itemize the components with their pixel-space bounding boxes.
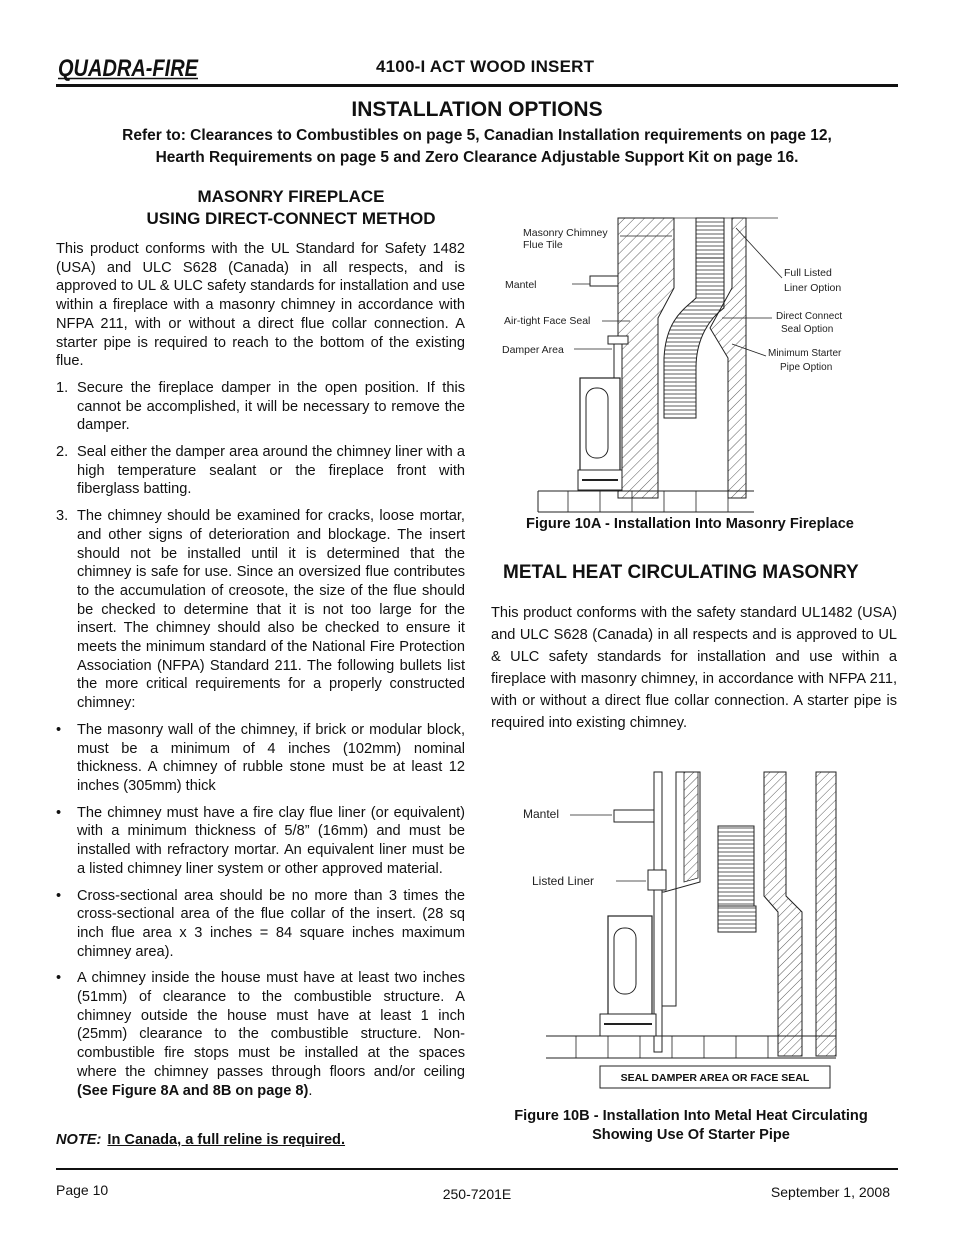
figure-10a (496, 208, 896, 516)
figure-10b-diagram (496, 766, 896, 1096)
quadra-fire-logo (56, 54, 206, 80)
canada-note (56, 1132, 345, 1148)
seal-damper-box-label: SEAL DAMPER AREA OR FACE SEAL (620, 1072, 810, 1084)
step-marker: 3. (56, 508, 69, 525)
note-text: In Canada, a full reline is required. (107, 1132, 346, 1148)
section-title: INSTALLATION OPTIONS (351, 98, 603, 121)
note-label: NOTE: (56, 1132, 102, 1148)
metal-heading: METAL HEAT CIRCULATING MASONRY (503, 562, 859, 583)
bullet-text: A chimney inside the house must have at least two inches (51mm) of clearance to the combustible structure. A chimney outside the house must have at least 1 inch (25mm) clearance to the combustible structure. Non-combustible fire stops must be installed at the spaces where the chimney passes through floors and/or ceiling (77, 970, 465, 1080)
step-marker: 2. (56, 444, 69, 461)
document-title: 4100-I ACT WOOD INSERT (376, 57, 595, 76)
step-text: The chimney should be examined for cracks, loose mortar, and other signs of deterioration and blockage. The insert should not be installed until it is determined that the chimney is safe for use. Since an oversized flue contributes to the accumulation of creosote, the size of the flue should be checked to determine that it is not too large for the insert. The chimney should also be checked to ensure it meets the minimum standard of the National Fire Protection Association (NFPA) Standard 211. The following bullets list the more critical requirements for a properly constructed chimney: (77, 508, 465, 712)
label-listed-liner: Listed Liner (532, 874, 595, 888)
label-damper-area: Damper Area (502, 344, 564, 356)
label-full-liner-2: Liner Option (784, 282, 842, 294)
masonry-heading-line-1: MASONRY FIREPLACE (197, 187, 385, 206)
bullet-text: Cross-sectional area should be no more than 3 times the cross-sectional area of the flue collar of the insert. (28 sq inch flue area x 3 inches = 84 square inches maximum chimney area). (77, 887, 465, 960)
figure-10b-caption (496, 1107, 886, 1145)
label-direct-connect-1: Direct Connect (776, 311, 843, 322)
bullet-item (56, 887, 465, 962)
figure-10b-caption-line-2: Showing Use Of Starter Pipe (592, 1127, 790, 1143)
figure-10a-caption: Figure 10A - Installation Into Masonry Fireplace (526, 516, 854, 532)
masonry-body (56, 240, 465, 1108)
masonry-heading-line-2: USING DIRECT-CONNECT METHOD (146, 209, 436, 228)
label-starter-2: Pipe Option (780, 362, 833, 373)
bullet-marker: • (56, 721, 62, 738)
masonry-heading (56, 186, 526, 230)
step-text: Secure the fireplace damper in the open position. If this cannot be accomplished, it will be necessary to remove the damper. (77, 379, 465, 434)
label-mantel: Mantel (505, 279, 537, 291)
label-mantel: Mantel (523, 807, 560, 821)
step-item (56, 507, 465, 713)
label-masonry-chimney: Masonry Chimney (523, 227, 608, 239)
step-item (56, 379, 465, 435)
bullet-tail: . (308, 1082, 313, 1099)
reference-line-2: Hearth Requirements on page 5 and Zero Clearance Adjustable Support Kit on page 16. (155, 149, 799, 166)
bullet-item (56, 804, 465, 879)
bullet-marker: • (56, 804, 62, 821)
step-text: Seal either the damper area around the chimney liner with a high temperature sealant or the fireplace front with fiberglass batting. (77, 444, 465, 498)
footer-rule (56, 1168, 898, 1170)
page-number: Page 10 (56, 1182, 109, 1198)
label-starter-1: Minimum Starter (768, 348, 842, 359)
logo-text: QUADRA-FIRE (58, 55, 199, 82)
figure-reference: (See Figure 8A and 8B on page 8) (77, 1082, 309, 1099)
label-flue-tile: Flue Tile (523, 239, 563, 251)
bullet-text: The masonry wall of the chimney, if brick or modular block, must be a minimum of 4 inches (102mm) nominal thickness. A chimney of rubble stone must be at least 12 inches (305mm) thick (77, 721, 465, 794)
bullet-marker: • (56, 887, 62, 904)
reference-note (40, 125, 914, 169)
figure-10b-caption-line-1: Figure 10B - Installation Into Metal Heat Circulating (514, 1108, 868, 1124)
figure-10a-diagram (496, 208, 896, 516)
label-direct-connect-2: Seal Option (781, 324, 834, 335)
masonry-intro: This product conforms with the UL Standard for Safety 1482 (USA) and ULC S628 (Canada) in all respects, and is approved to UL & ULC safety standards for installation and use within a fireplace with a masonry chimney in accordance with NFPA 211, with or without a direct flue collar connection. A starter pipe is required to reach to the bottom of the existing flue. (56, 241, 465, 370)
bullet-item (56, 969, 465, 1100)
step-item (56, 443, 465, 499)
document-code: 250-7201E (442, 1186, 512, 1202)
footer-date: September 1, 2008 (770, 1184, 890, 1200)
bullet-text: The chimney must have a fire clay flue liner (or equivalent) with a minimum thickness of 5/8” (16mm) and must be installed with refractory mortar. An equivalent liner must be a listed chimney liner system or other approved material. (77, 804, 465, 877)
reference-line-1: Refer to: Clearances to Combustibles on page 5, Canadian Installation requirements on page 12, (122, 127, 832, 144)
label-face-seal: Air-tight Face Seal (504, 315, 591, 327)
metal-text: This product conforms with the safety standard UL1482 (USA) and ULC S628 (Canada) in all respects and is approved to UL & ULC safety standards for installation and use within a fireplace with masonry chimney, in accordance with NFPA 211, with or without a direct flue collar connection. A starter pipe is required into existing chimney. (491, 605, 897, 731)
step-marker: 1. (56, 379, 69, 396)
bullet-item (56, 721, 465, 796)
label-full-liner-1: Full Listed (784, 267, 832, 279)
bullet-marker: • (56, 970, 62, 987)
header-rule (56, 84, 898, 87)
figure-10b (496, 766, 896, 1096)
